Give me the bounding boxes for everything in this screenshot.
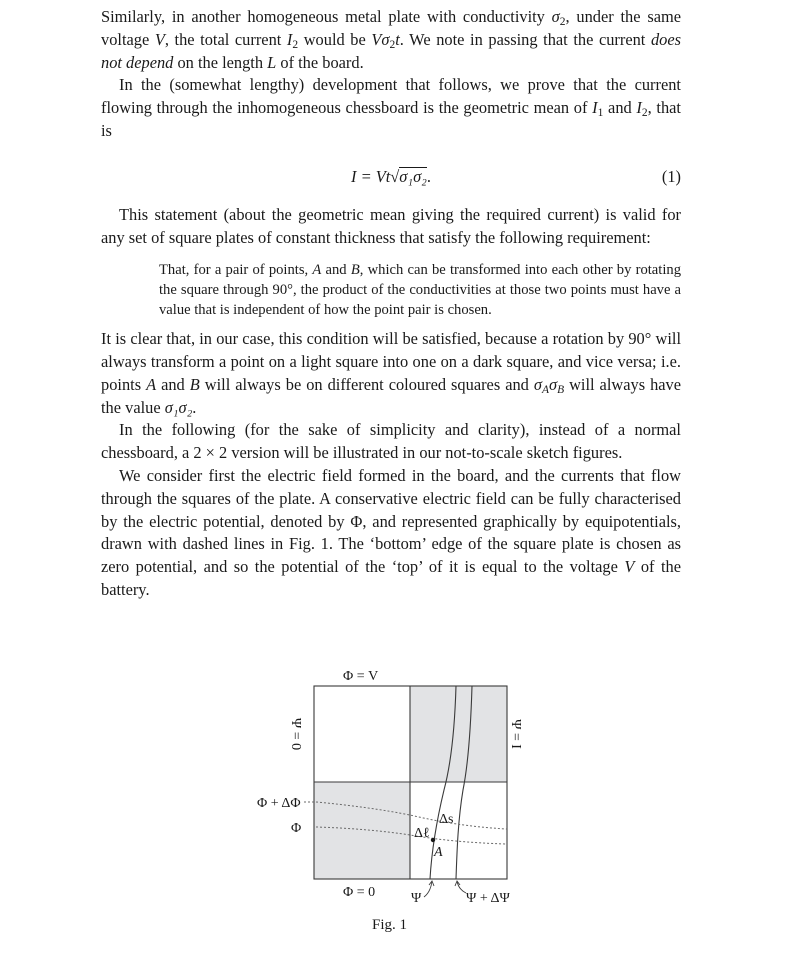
paragraph-3: This statement (about the geometric mean giving the required current) is valid for any set of square plates of constant thickness that satisfy the following requirement: <box>101 204 681 247</box>
label-top-potential: Φ = V <box>343 669 379 684</box>
paragraph-5: In the following (for the sake of simplicity and clarity), instead of a normal chessboard, a 2 × 2 version will be illustrated in our not-to-scale sketch figures. <box>101 420 681 463</box>
label-phi-plus-dphi: Φ + ΔΦ <box>257 796 301 811</box>
block-quote: That, for a pair of points, A and B, which can be transformed into each other by rotating the square through 90°, the product of the conductivities at those two points must have a value that is independent of how the point pair is chosen. <box>159 262 681 318</box>
label-psi-plus-dpsi: Ψ + ΔΨ <box>466 891 510 906</box>
figure-caption: Fig. 1 <box>372 917 408 933</box>
light-square-top-left <box>314 686 410 782</box>
paragraph-1: Similarly, in another homogeneous metal plate with conductivity $\sigma_2$, under the same voltage V, the total current $I_2$ would be $V\sigma_2t$. We note in passing that the current does not depend on the length L of the board. <box>101 7 681 72</box>
dark-square-bottom-left <box>314 782 410 879</box>
label-psi: Ψ <box>411 891 422 906</box>
paragraph-4: It is clear that, in our case, this condition will be satisfied, because a rotation by 90° will always transform a point on a light square into one on a dark square, and vice versa; i.e. points A and B will always be on different coloured squares and $\sigma_A\sigma_B$ will always have the value σ₁σ₂. <box>101 329 682 417</box>
label-phi: Φ <box>291 821 302 836</box>
equation-number: (1) <box>661 166 681 186</box>
point-a-marker <box>431 838 435 842</box>
equation-body: I = Vt√σ₁σ₂. <box>351 166 431 186</box>
label-left-stream: Ψ = 0 <box>288 717 303 751</box>
label-delta-l: Δℓ <box>414 826 430 841</box>
paragraph-2: In the (somewhat lengthy) development that follows, we prove that the current flowing through the inhomogeneous chessboard is the geometric mean of $I_1$ and $I_2$, that is <box>101 75 681 140</box>
label-right-stream: Ψ = I <box>508 719 523 749</box>
label-point-a: A <box>434 845 443 860</box>
label-delta-s: Δs <box>439 812 454 827</box>
dark-square-top-right <box>410 686 507 782</box>
psi-pointer-arrow <box>424 881 432 897</box>
label-bottom-potential: Φ = 0 <box>343 885 376 900</box>
paragraph-6: We consider first the electric field formed in the board, and the currents that flow through the squares of the plate. A conservative electric field can be fully characterised by the electric potential, denoted by Φ, and represented graphically by equipotentials, drawn with dashed lines in Fig. 1. The ‘bottom’ edge of the square plate is chosen as zero potential, and so the potential of the ‘top’ of it is equal to the voltage V of the battery. <box>101 465 681 599</box>
